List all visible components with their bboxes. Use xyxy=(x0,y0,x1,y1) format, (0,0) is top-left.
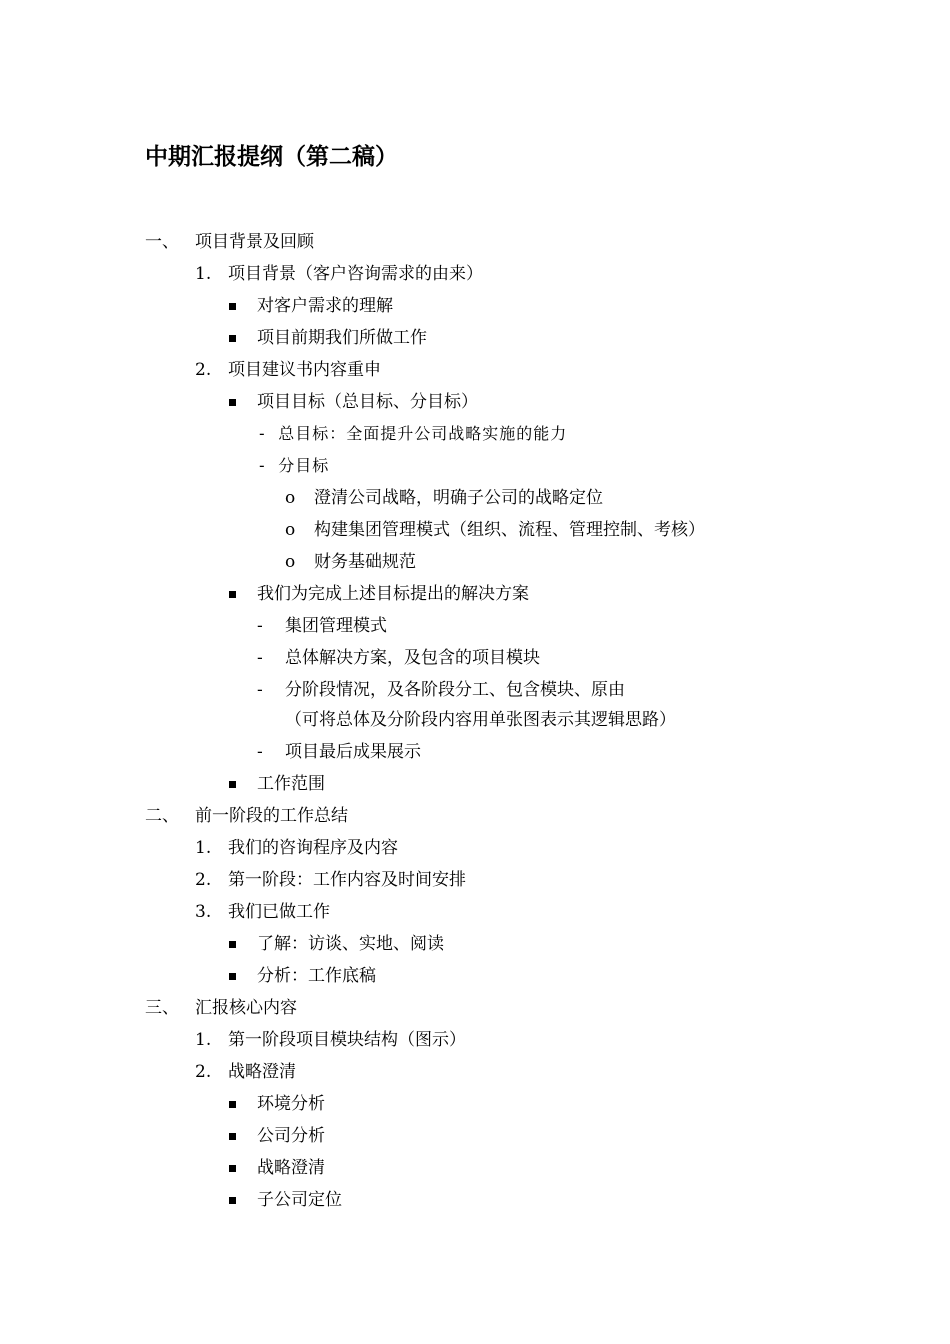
bullet-label: 工作范围 xyxy=(257,774,325,794)
section-label: 前一阶段的工作总结 xyxy=(195,806,348,826)
bullet-label: 战略澄清 xyxy=(257,1158,325,1178)
item-number: 1. xyxy=(195,264,212,284)
circle-bullet-icon: o xyxy=(285,488,296,508)
dash-label: 集团管理模式 xyxy=(285,616,387,636)
dash-label: 总体解决方案，及包含的项目模块 xyxy=(285,648,540,668)
bullet-label: 项目目标（总目标、分目标） xyxy=(257,392,478,412)
item-number: 2. xyxy=(195,870,212,890)
item-label: 我们已做工作 xyxy=(228,902,330,922)
square-bullet-icon xyxy=(229,303,236,310)
circle-bullet-icon: o xyxy=(285,552,296,572)
item-number: 2. xyxy=(195,1062,212,1082)
square-bullet-icon xyxy=(229,591,236,598)
square-bullet-icon xyxy=(229,973,236,980)
bullet-label: 分析：工作底稿 xyxy=(257,966,376,986)
item-number: 3. xyxy=(195,902,212,922)
section-marker: 一、 xyxy=(145,232,179,252)
square-bullet-icon xyxy=(229,1165,236,1172)
square-bullet-icon xyxy=(229,1197,236,1204)
dash-marker: - xyxy=(257,742,263,762)
item-label: 战略澄清 xyxy=(228,1062,296,1082)
item-label: 第一阶段：工作内容及时间安排 xyxy=(228,870,466,890)
circle-label: 澄清公司战略，明确子公司的战略定位 xyxy=(314,488,603,508)
dash-marker: - xyxy=(257,648,263,668)
square-bullet-icon xyxy=(229,335,236,342)
bullet-label: 项目前期我们所做工作 xyxy=(257,328,427,348)
item-label: 第一阶段项目模块结构（图示） xyxy=(228,1030,466,1050)
square-bullet-icon xyxy=(229,399,236,406)
circle-label: 构建集团管理模式（组织、流程、管理控制、考核） xyxy=(314,520,705,540)
item-label: 项目建议书内容重申 xyxy=(228,360,381,380)
bullet-label: 了解：访谈、实地、阅读 xyxy=(257,934,444,954)
square-bullet-icon xyxy=(229,1133,236,1140)
square-bullet-icon xyxy=(229,781,236,788)
item-label: 项目背景（客户咨询需求的由来） xyxy=(228,264,483,284)
bullet-label: 环境分析 xyxy=(257,1094,325,1114)
item-number: 1. xyxy=(195,838,212,858)
bullet-label: 公司分析 xyxy=(257,1126,325,1146)
bullet-label: 我们为完成上述目标提出的解决方案 xyxy=(257,584,529,604)
square-bullet-icon xyxy=(229,1101,236,1108)
bullet-label: 对客户需求的理解 xyxy=(257,296,393,316)
circle-bullet-icon: o xyxy=(285,520,296,540)
item-number: 1. xyxy=(195,1030,212,1050)
dash-label: 分阶段情况，及各阶段分工、包含模块、原由 xyxy=(285,680,625,700)
dash-marker: - xyxy=(257,680,263,700)
section-marker: 二、 xyxy=(145,806,179,826)
document-title: 中期汇报提纲（第二稿） xyxy=(145,144,398,170)
item-number: 2. xyxy=(195,360,212,380)
dash-label: - 总目标：全面提升公司战略实施的能力 xyxy=(257,424,568,443)
note-label: （可将总体及分阶段内容用单张图表示其逻辑思路） xyxy=(285,710,676,730)
section-label: 汇报核心内容 xyxy=(195,998,297,1018)
dash-label: 项目最后成果展示 xyxy=(285,742,421,762)
section-marker: 三、 xyxy=(145,998,179,1018)
bullet-label: 子公司定位 xyxy=(257,1190,342,1210)
circle-label: 财务基础规范 xyxy=(314,552,416,572)
square-bullet-icon xyxy=(229,941,236,948)
section-label: 项目背景及回顾 xyxy=(195,232,314,252)
item-label: 我们的咨询程序及内容 xyxy=(228,838,398,858)
dash-marker: - xyxy=(257,616,263,636)
dash-label: - 分目标 xyxy=(257,456,330,475)
